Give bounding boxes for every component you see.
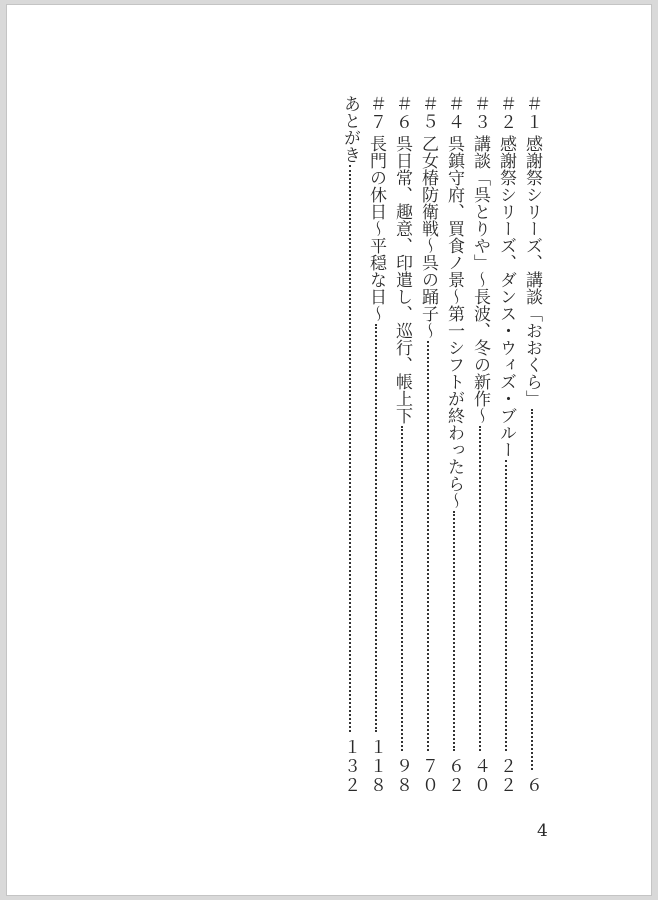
document-page bbox=[6, 4, 652, 896]
toc-entry-number: ＃５ bbox=[418, 95, 438, 131]
dot-leader bbox=[531, 409, 533, 770]
dot-leader bbox=[427, 341, 429, 751]
dot-leader bbox=[505, 460, 507, 751]
toc-entry-5[interactable] bbox=[415, 95, 441, 795]
toc-entry-3[interactable] bbox=[467, 95, 493, 795]
page-number: 4 bbox=[537, 821, 548, 841]
toc-entry-title: 講談「呉とりや」〜長波、冬の新作〜 bbox=[470, 135, 490, 424]
toc-entry-7[interactable] bbox=[363, 95, 389, 795]
toc-entry-page: ９８ bbox=[392, 757, 412, 795]
toc-entry-number: ＃３ bbox=[470, 95, 490, 131]
table-of-contents bbox=[325, 95, 545, 795]
toc-entry-page: ６２ bbox=[444, 757, 464, 795]
toc-entry-title: 感謝祭シリーズ、ダンス・ウィズ・ブルー bbox=[496, 135, 516, 458]
toc-entry-title: 感謝祭シリーズ、講談「おおくら」 bbox=[522, 135, 542, 407]
dot-leader bbox=[375, 324, 377, 732]
toc-entry-title: あとがき bbox=[340, 95, 360, 163]
toc-entry-1[interactable] bbox=[519, 95, 545, 795]
toc-entry-page: ４０ bbox=[470, 757, 490, 795]
toc-entry-number: ＃６ bbox=[392, 95, 412, 131]
dot-leader bbox=[453, 511, 455, 751]
toc-entry-number: ＃１ bbox=[522, 95, 542, 131]
toc-entry-number: ＃４ bbox=[444, 95, 464, 131]
dot-leader bbox=[401, 426, 403, 751]
toc-entry-page: ６ bbox=[522, 776, 542, 795]
toc-entry-number: ＃７ bbox=[366, 95, 386, 131]
toc-entry-2[interactable] bbox=[493, 95, 519, 795]
dot-leader bbox=[349, 165, 351, 732]
dot-leader bbox=[479, 426, 481, 751]
toc-entry-4[interactable] bbox=[441, 95, 467, 795]
toc-entry-page: １１８ bbox=[366, 738, 386, 795]
toc-entry-title: 呉鎮守府、買食ノ景〜第一シフトが終わったら〜 bbox=[444, 135, 464, 509]
toc-entry-title: 長門の休日〜平穏な日〜 bbox=[366, 135, 386, 322]
toc-entry-page: １３２ bbox=[340, 738, 360, 795]
toc-entry-number: ＃２ bbox=[496, 95, 516, 131]
toc-entry-6[interactable] bbox=[389, 95, 415, 795]
toc-entry-title: 呉日常、趣意、印遣し、巡行、帳上下 bbox=[392, 135, 412, 424]
toc-entry-page: ７０ bbox=[418, 757, 438, 795]
toc-entry-afterword[interactable] bbox=[337, 95, 363, 795]
toc-entry-title: 乙女椿防衛戦〜呉の踊子〜 bbox=[418, 135, 438, 339]
toc-entry-page: ２２ bbox=[496, 757, 516, 795]
